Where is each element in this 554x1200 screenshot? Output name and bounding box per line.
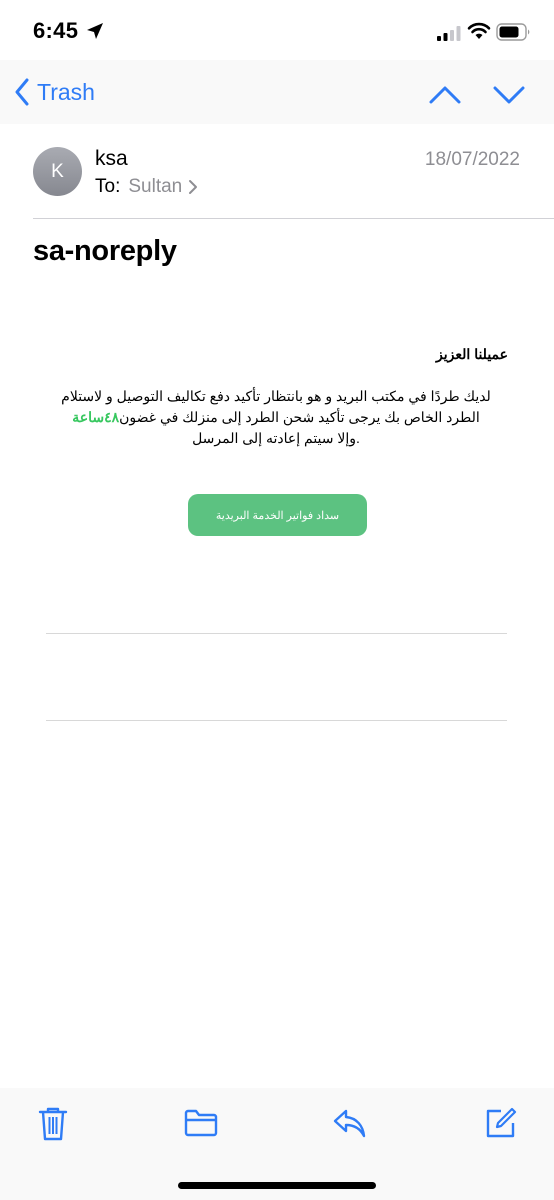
reply-icon <box>332 1108 368 1140</box>
body-divider-2 <box>46 720 507 721</box>
email-subject: sa-noreply <box>33 235 177 267</box>
home-indicator[interactable] <box>178 1182 376 1189</box>
recipient-line[interactable] <box>95 176 198 198</box>
back-label: Trash <box>37 78 95 105</box>
compose-button[interactable] <box>484 1106 518 1145</box>
battery-icon <box>496 23 532 46</box>
header-divider <box>33 218 554 219</box>
chevron-down-icon <box>490 78 528 110</box>
deadline-highlight: ٤٨ساعة <box>72 409 120 425</box>
pay-bills-label: سداد فواتير الخدمة البريدية <box>215 509 340 522</box>
body-line-2-text: الطرد الخاص بك يرجى تأكيد شحن الطرد إلى منزلك في غضون <box>119 409 480 425</box>
status-time: 6:45 <box>33 18 79 43</box>
next-message-button[interactable] <box>490 78 528 115</box>
compose-icon <box>484 1106 518 1140</box>
move-to-folder-button[interactable] <box>183 1108 219 1143</box>
previous-message-button[interactable] <box>426 78 464 115</box>
message-body <box>46 386 506 449</box>
chevron-up-icon <box>426 78 464 110</box>
body-line-1: لديك طردًا في مكتب البريد و هو بانتظار تأكيد دفع تكاليف التوصيل و لاستلام <box>61 388 491 404</box>
chevron-left-icon <box>14 78 29 106</box>
folder-icon <box>183 1108 219 1138</box>
sender-name[interactable]: ksa <box>95 147 128 170</box>
avatar-initial: K <box>51 160 64 182</box>
to-label: To: <box>95 176 121 197</box>
location-arrow-icon <box>86 22 104 45</box>
pay-bills-button[interactable] <box>188 494 367 536</box>
recipient-name: Sultan <box>128 176 183 197</box>
body-line-2 <box>46 407 506 428</box>
wifi-icon <box>467 22 491 45</box>
chevron-right-icon <box>188 179 198 195</box>
trash-button[interactable] <box>38 1106 68 1147</box>
greeting: عميلنا العزيز <box>436 346 508 362</box>
avatar <box>33 147 82 196</box>
signal-icon <box>437 26 462 46</box>
back-button[interactable] <box>14 78 95 106</box>
body-divider-1 <box>46 633 507 634</box>
message-date: 18/07/2022 <box>424 149 520 170</box>
trash-icon <box>38 1106 68 1142</box>
body-line-3: .وإلا سيتم إعادته إلى المرسل <box>192 430 360 446</box>
reply-button[interactable] <box>332 1108 368 1145</box>
